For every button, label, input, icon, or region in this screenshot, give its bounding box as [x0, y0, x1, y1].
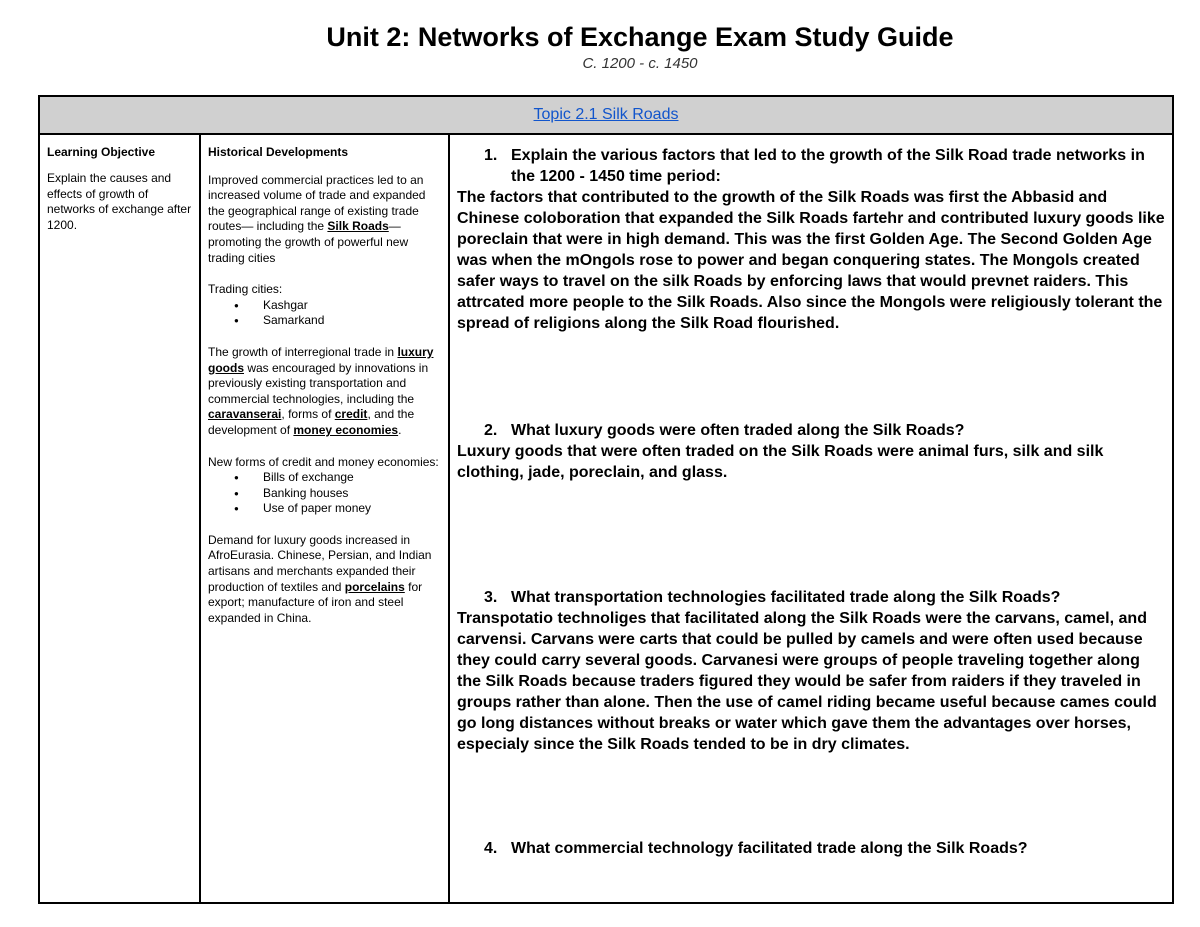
- term-silk-roads: Silk Roads: [327, 219, 389, 234]
- list-item: ● Samarkand: [263, 313, 440, 329]
- credit-label: New forms of credit and money economies:: [208, 454, 439, 469]
- list-item: ● Bills of exchange: [263, 470, 440, 486]
- term-luxury-goods: luxury goods: [208, 344, 434, 375]
- topic-link[interactable]: Topic 2.1 Silk Roads: [533, 106, 679, 123]
- historical-paragraph-2: The growth of interregional trade in luxury goods was encouraged by innovations in previously existing transportation and commercial technologies, including the caravanserai, forms of credit, and the development of money economies.: [208, 344, 434, 437]
- historical-paragraph-1: Improved commercial practices led to an increased volume of trade and expanded the geographical range of existing trade routes— including the Silk Roads—promoting the growth of powerful new trading cities: [208, 172, 426, 265]
- answer-1[interactable]: The factors that contributed to the growth of the Silk Roads was first the Abbasid and Chinese coloboration that expanded the Silk Roads fartehr and contributed luxury goods like poreclain that were in high demand. This was the first Golden Age. The Second Golden Age was when the mOngols rose to power and began conquering states. The Mongols created safer ways to travel on the silk Roads by enforcing laws that would prevnet raiders. This attrcated more people to the Silk Roads. Also since the Mongols were religiously tolerant the spread of religions along the Silk Road flourished.: [457, 189, 1165, 332]
- trading-cities-label: Trading cities:: [208, 282, 283, 297]
- list-item: ● Kashgar: [263, 298, 440, 314]
- document-subtitle: C. 1200 - c. 1450: [582, 55, 698, 72]
- list-item: ● Use of paper money: [263, 501, 440, 517]
- term-caravanserai: caravanserai: [208, 407, 282, 422]
- question-2: 2. What luxury goods were often traded along the Silk Roads?: [484, 422, 965, 439]
- document-title: Unit 2: Networks of Exchange Exam Study Guide: [326, 22, 954, 52]
- questions-column: [450, 135, 1172, 902]
- historical-developments-column: [201, 135, 450, 902]
- answer-2[interactable]: Luxury goods that were often traded on the Silk Roads were animal furs, silk and silk clothing, jade, poreclain, and glass.: [457, 443, 1104, 481]
- question-3: 3. What transportation technologies facilitated trade along the Silk Roads?: [484, 589, 1061, 606]
- learning-objective-text: Explain the causes and effects of growth of networks of exchange after 1200.: [47, 171, 192, 232]
- historical-developments-heading: Historical Developments: [208, 145, 349, 159]
- list-item: ● Banking houses: [263, 486, 440, 502]
- learning-objective-heading: Learning Objective: [47, 145, 156, 159]
- learning-objective-column: [40, 135, 201, 902]
- answer-3[interactable]: Transpotatio technoliges that facilitated along the Silk Roads were the carvans, camel, and carvensi. Carvans were carts that could be pulled by camels and were often used because they could carry several goods. Carvanesi were groups of people traveling together along the Silk Roads because traders figured they would be safer from raiders if they traveled in groups rather than alone. Then the use of camel riding became useful because cames could go long distances without breaks or water which gave them the advantages over horses, especialy since the Silk Roads tended to be in dry climates.: [457, 610, 1157, 753]
- question-4: 4. What commercial technology facilitated trade along the Silk Roads?: [484, 840, 1028, 857]
- term-credit: credit: [334, 407, 368, 422]
- term-money-economies: money economies: [293, 422, 399, 437]
- term-porcelains: porcelains: [344, 579, 405, 594]
- trading-cities-list: [208, 298, 440, 329]
- question-1: 1. Explain the various factors that led to the growth of the Silk Road trade networks in the 1200 - 1450 time period:: [484, 147, 1145, 185]
- topic-header-row: [40, 97, 1172, 135]
- study-guide-table: [38, 95, 1174, 904]
- historical-paragraph-3: Demand for luxury goods increased in AfroEurasia. Chinese, Persian, and Indian artisans and merchants expanded their production of textiles and porcelains for export; manufacture of iron and steel expanded in China.: [208, 532, 432, 625]
- credit-list: [208, 470, 440, 517]
